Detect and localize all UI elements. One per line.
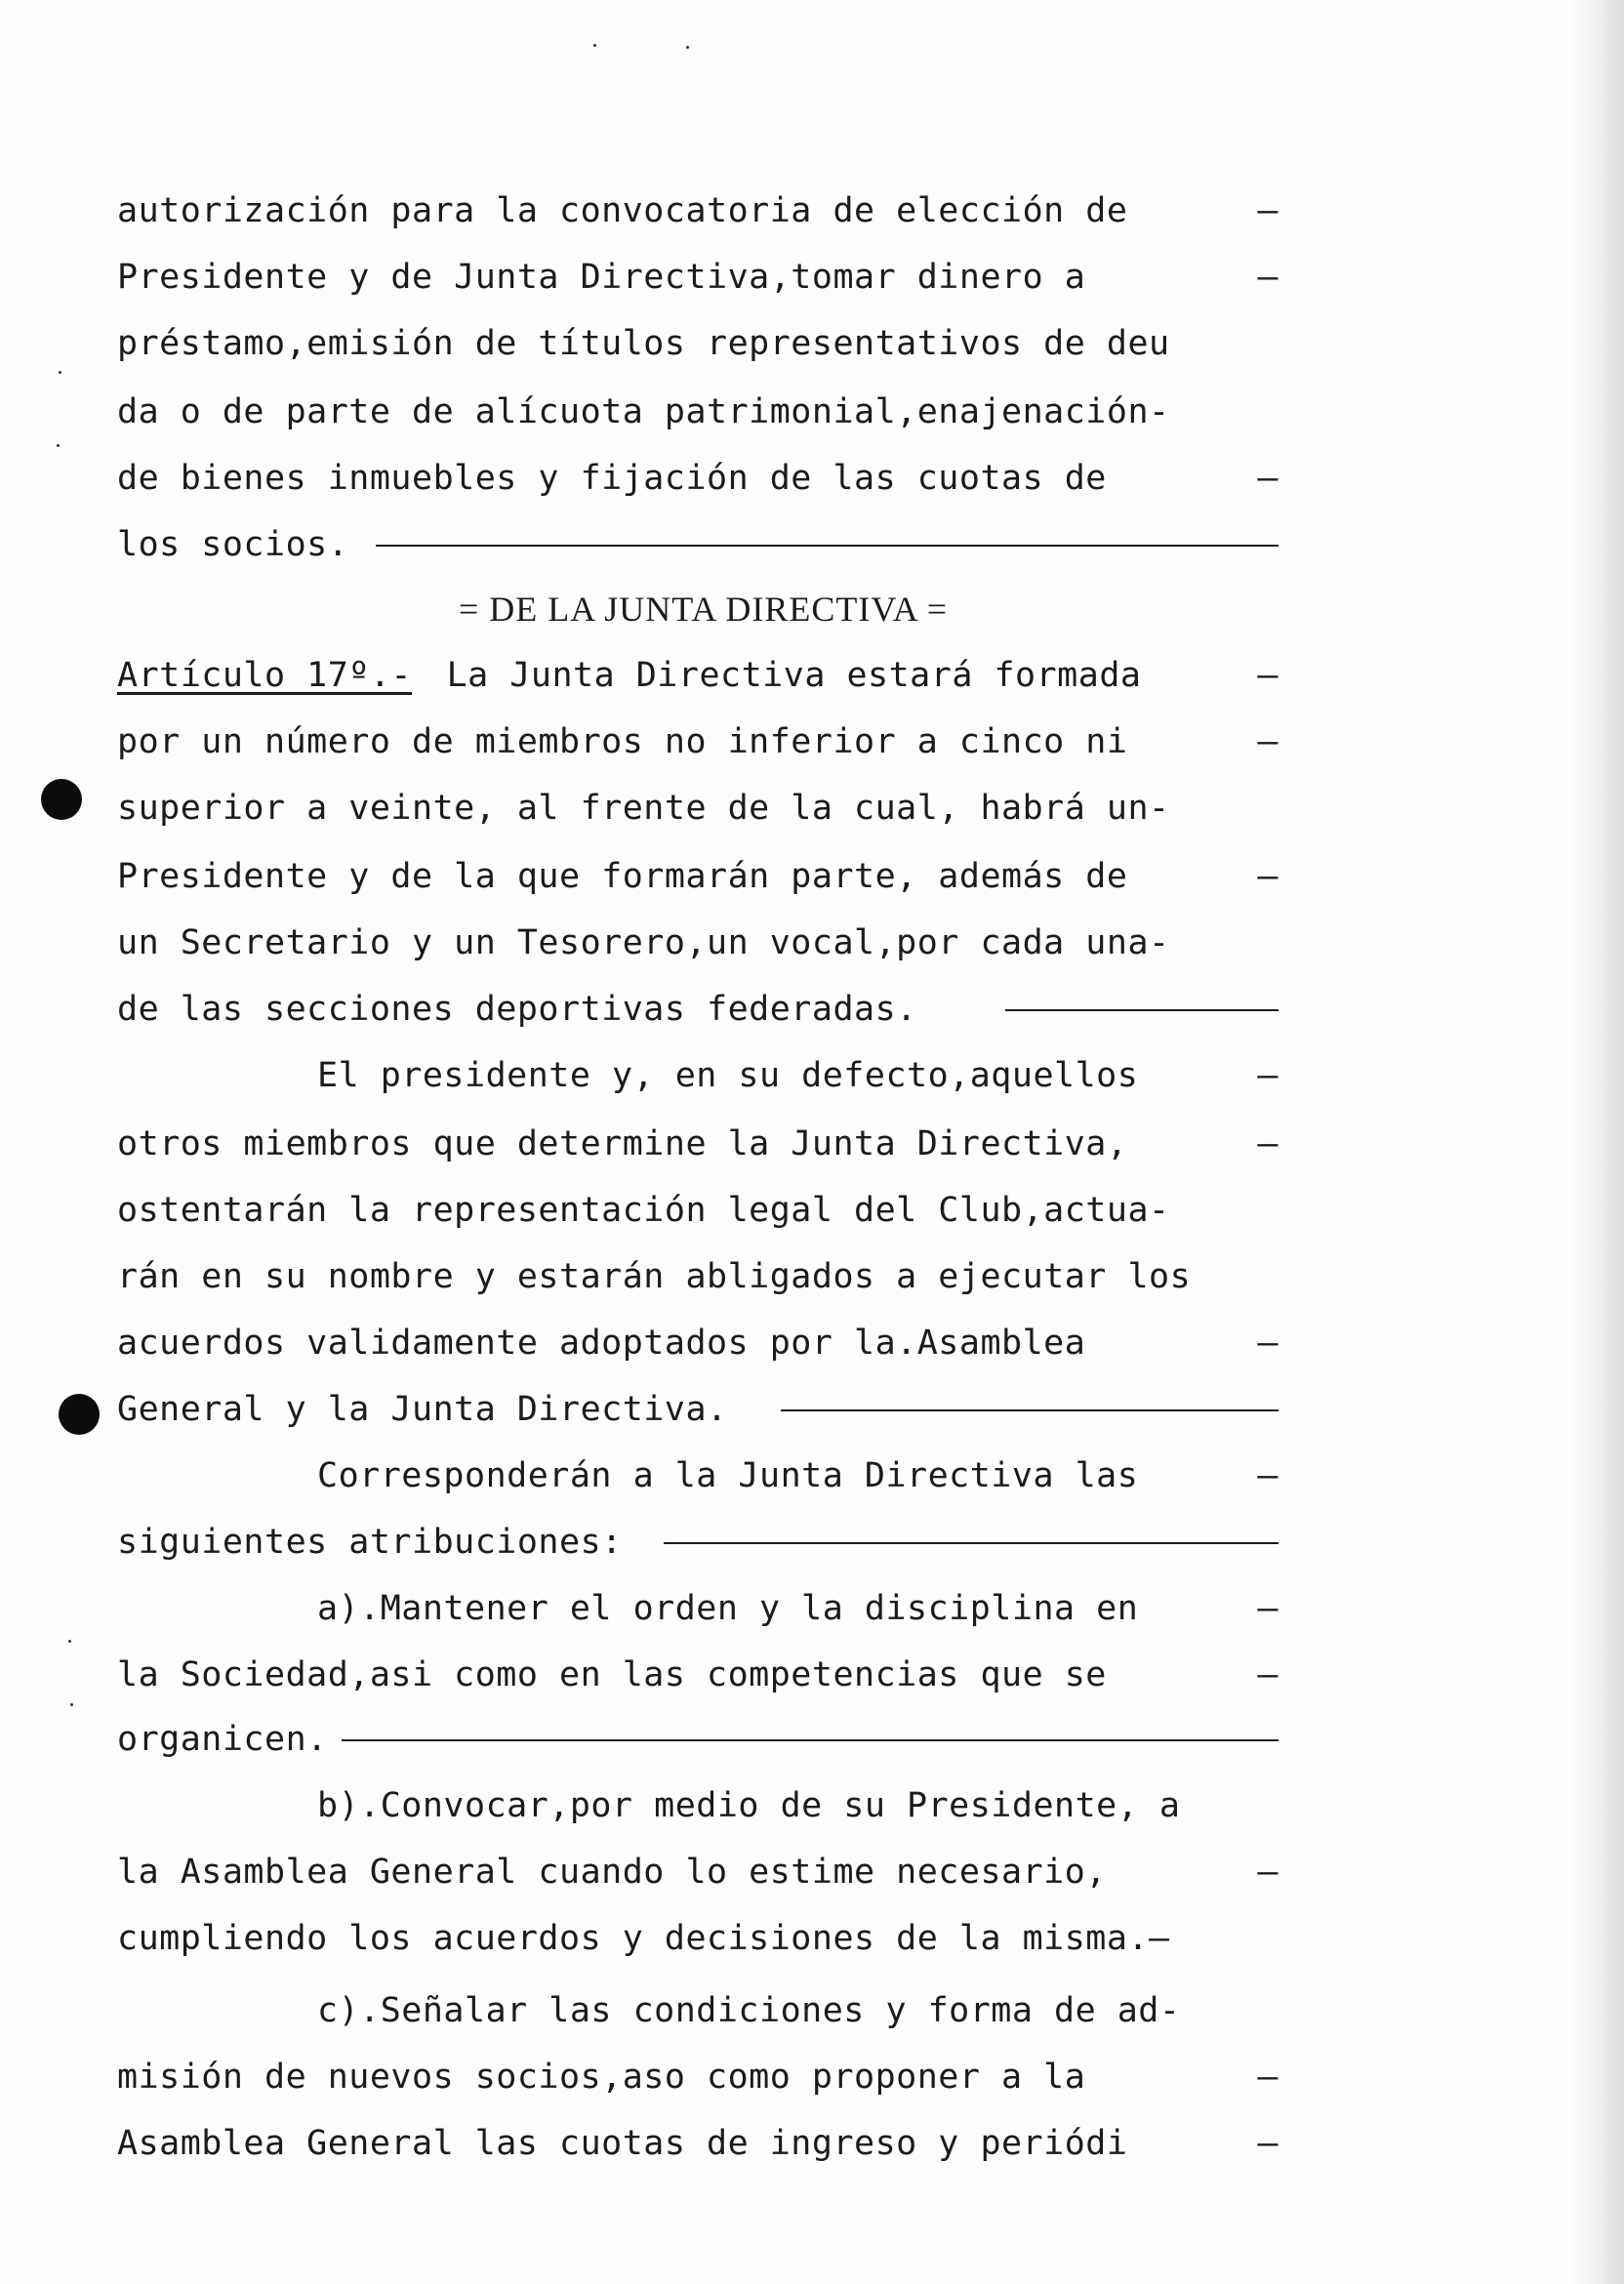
- punch-hole-mark: [59, 1394, 100, 1435]
- text-line: [117, 318, 1279, 369]
- line-text: Presidente y de Junta Directiva,tomar dinero a: [117, 258, 1086, 297]
- line-end-dash: –: [1257, 459, 1279, 498]
- text-line: [317, 1450, 1279, 1501]
- fill-rule: [781, 1409, 1279, 1411]
- text-line: [117, 1251, 1288, 1302]
- line-text: rán en su nombre y estarán abligados a ejecutar los: [117, 1257, 1192, 1296]
- line-text: la Asamblea General cuando lo estime necesario,: [117, 1853, 1107, 1892]
- text-line: [117, 519, 1279, 570]
- text-line: [317, 1985, 1279, 2036]
- line-end-dash: –: [1257, 1456, 1279, 1495]
- text-line: [117, 453, 1279, 504]
- line-text: Corresponderán a la Junta Directiva las: [317, 1456, 1139, 1495]
- line-text: superior a veinte, al frente de la cual, habrá un-: [117, 789, 1170, 828]
- line-end-dash: –: [1257, 656, 1279, 695]
- text-line: [117, 2118, 1279, 2169]
- text-line: [117, 918, 1279, 968]
- line-end-dash: –: [1257, 1324, 1279, 1363]
- text-line: [317, 1780, 1279, 1831]
- line-text: El presidente y, en su defecto,aquellos: [317, 1056, 1139, 1095]
- text-line: [317, 1050, 1279, 1101]
- line-text: la Sociedad,asi como en las competencias que se: [117, 1655, 1107, 1694]
- line-text: organicen.: [117, 1720, 328, 1759]
- line-text: cumpliendo los acuerdos y decisiones de la misma.—: [117, 1919, 1170, 1958]
- scan-speck: [70, 1703, 73, 1706]
- line-end-dash: –: [1257, 258, 1279, 297]
- line-end-dash: –: [1257, 1589, 1279, 1628]
- fill-rule: [342, 1739, 1279, 1741]
- line-text: los socios.: [117, 525, 349, 564]
- line-end-dash: –: [1257, 857, 1279, 896]
- scan-speck: [686, 46, 689, 49]
- line-end-dash: –: [1257, 722, 1279, 761]
- line-end-dash: –: [1257, 2058, 1279, 2097]
- section-heading: = DE LA JUNTA DIRECTIVA =: [459, 590, 949, 629]
- scan-speck: [57, 444, 60, 447]
- line-end-dash: –: [1257, 1124, 1279, 1163]
- line-end-dash: –: [1257, 1853, 1279, 1892]
- line-text: de bienes inmuebles y fijación de las cuotas de: [117, 459, 1107, 498]
- text-line: [117, 1847, 1279, 1897]
- line-text: acuerdos validamente adoptados por la.Asamblea: [117, 1324, 1086, 1363]
- text-line: [117, 984, 1279, 1035]
- scan-speck: [68, 1640, 71, 1643]
- line-text: General y la Junta Directiva.: [117, 1390, 728, 1429]
- fill-rule: [664, 1542, 1279, 1544]
- text-line: [117, 716, 1279, 767]
- line-text: otros miembros que determine la Junta Directiva,: [117, 1124, 1128, 1163]
- line-end-dash: –: [1257, 191, 1279, 230]
- line-text: de las secciones deportivas federadas.: [117, 990, 917, 1029]
- page-edge-shadow: [1565, 0, 1624, 2284]
- line-text: por un número de miembros no inferior a cinco ni: [117, 722, 1128, 761]
- line-text: autorización para la convocatoria de elección de: [117, 191, 1128, 230]
- text-line: [117, 1185, 1279, 1236]
- text-line: [117, 650, 1279, 701]
- text-line: [117, 1714, 1279, 1765]
- text-line: [117, 1913, 1279, 1964]
- text-line: [117, 783, 1279, 834]
- text-line: [317, 1583, 1279, 1634]
- line-text: un Secretario y un Tesorero,un vocal,por cada una-: [117, 923, 1170, 962]
- text-line: [117, 1650, 1279, 1700]
- text-line: [117, 252, 1279, 303]
- line-text: siguientes atribuciones:: [117, 1523, 623, 1562]
- line-text: misión de nuevos socios,aso como proponer a la: [117, 2058, 1086, 2097]
- article-label: Artículo 17º.-: [117, 656, 413, 695]
- punch-hole-mark: [41, 779, 82, 820]
- line-text: b).Convocar,por medio de su Presidente, a: [317, 1786, 1181, 1825]
- scan-speck: [593, 44, 596, 47]
- line-text: Presidente y de la que formarán parte, además de: [117, 857, 1128, 896]
- text-line: [117, 185, 1279, 236]
- fill-rule: [376, 545, 1279, 547]
- text-line: [117, 1119, 1279, 1169]
- line-text: Asamblea General las cuotas de ingreso y periódi: [117, 2124, 1128, 2163]
- text-line: [117, 387, 1279, 437]
- line-text: a).Mantener el orden y la disciplina en: [317, 1589, 1139, 1628]
- line-end-dash: –: [1257, 2124, 1279, 2163]
- line-text: La Junta Directiva estará formada: [446, 656, 1142, 695]
- text-line: [117, 2052, 1279, 2102]
- text-line: [117, 1517, 1279, 1568]
- line-text: préstamo,emisión de títulos representativos de deu: [117, 324, 1170, 363]
- line-end-dash: –: [1257, 1056, 1279, 1095]
- line-text: da o de parte de alícuota patrimonial,enajenación-: [117, 392, 1170, 431]
- text-line: [117, 851, 1279, 902]
- line-end-dash: –: [1257, 1655, 1279, 1694]
- text-line: [117, 1384, 1279, 1435]
- scan-speck: [59, 371, 61, 374]
- line-text: ostentarán la representación legal del Club,actua-: [117, 1191, 1170, 1230]
- fill-rule: [1005, 1009, 1279, 1011]
- text-line: [117, 1318, 1279, 1368]
- line-text: c).Señalar las condiciones y forma de ad-: [317, 1991, 1181, 2030]
